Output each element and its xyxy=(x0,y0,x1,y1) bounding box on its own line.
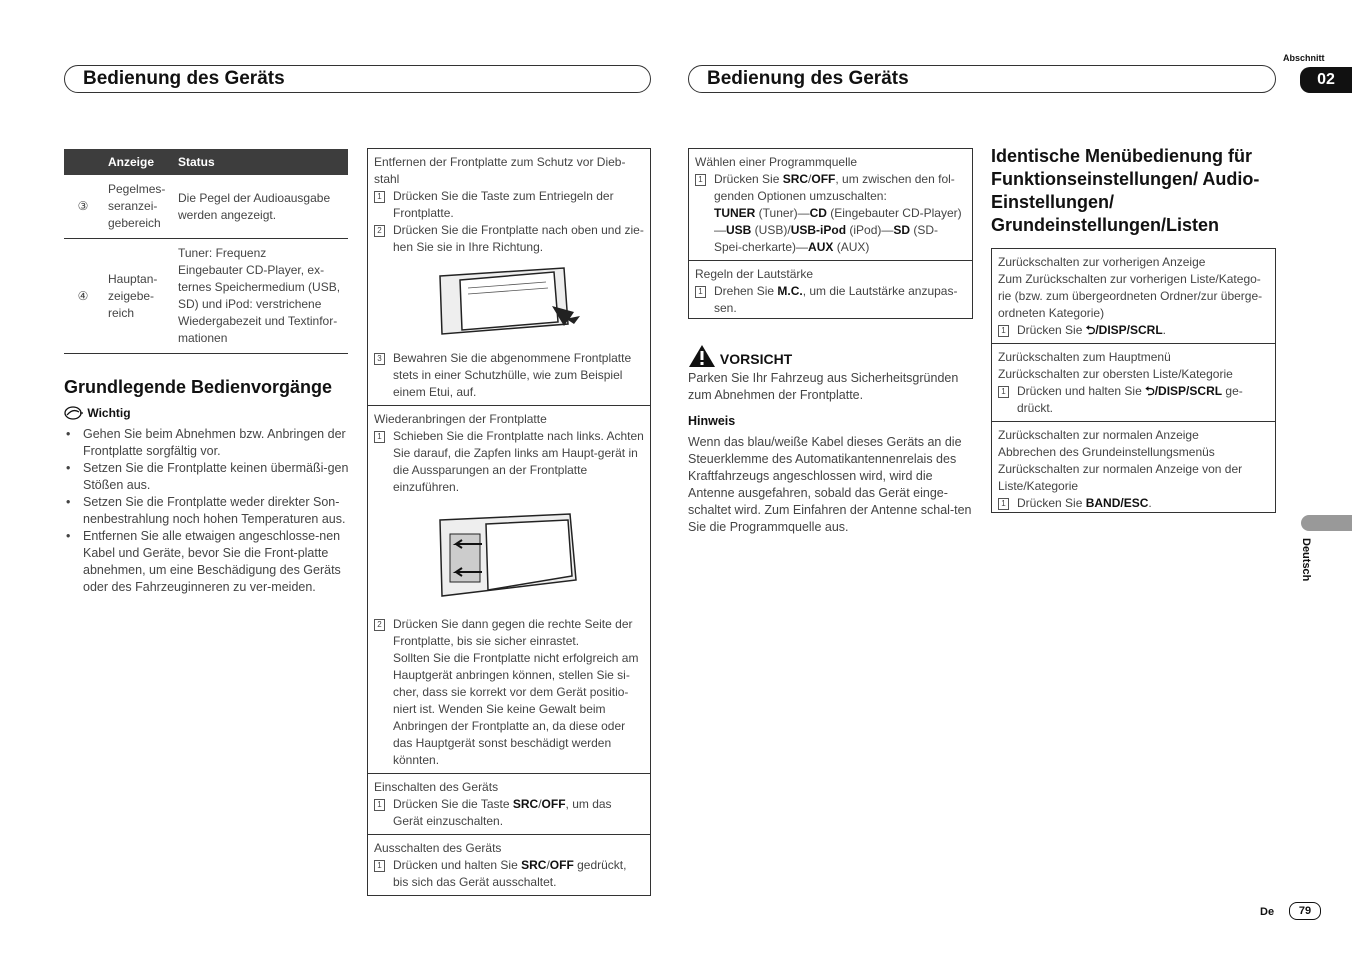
source-volume-box xyxy=(688,148,973,319)
power-on-title: Einschalten des Geräts xyxy=(374,780,499,794)
menu-normal-section: Zurückschalten zur normalen Anzeige Abbrechen des Grundeinstellungsmenüs Zurückschalten zur normalen Anzeige von der Liste/Kategorie 1 Drücken Sie BAND/ESC. xyxy=(992,422,1275,516)
language-label: Deutsch xyxy=(1300,538,1312,582)
remove-illustration xyxy=(434,262,584,342)
off-key: OFF xyxy=(549,858,574,872)
menu-back-section: Zurückschalten zur vorherigen Anzeige Zum Zurückschalten zur vorherigen Liste/Katego-rie (bzw. zum übergeordneten Ordner/zur überge-ordneten Kategorie) 1 Drücken Sie ⮌/DISP/SCRL. xyxy=(992,249,1275,344)
page-number: 79 xyxy=(1289,902,1321,920)
attach-step-2a: Drücken Sie dann gegen die rechte Seite der Frontplatte, bis sie sicher einrastet. xyxy=(393,617,633,648)
power-off-title: Ausschalten des Geräts xyxy=(374,841,502,855)
menu-back-sub: Zum Zurückschalten zur vorherigen Liste/Katego-rie (bzw. zum übergeordneten Ordner/zur überge-ordneten Kategorie) xyxy=(998,272,1263,320)
power-on-section: Einschalten des Geräts 1 Drücken Sie die Taste SRC/OFF, um das Gerät einzuschalten. xyxy=(368,774,650,835)
frontplate-box xyxy=(367,148,651,896)
note-label: Hinweis xyxy=(688,414,736,428)
caution-heading xyxy=(688,344,792,368)
disp-scrl-key: /DISP/SCRL xyxy=(1095,323,1163,337)
menu-box xyxy=(991,248,1276,513)
attach-step-1: Schieben Sie die Frontplatte nach links. Achten Sie darauf, die Zapfen links am Haupt-gerät in die Aussparungen an der Frontplatte einzuführen. xyxy=(393,429,644,494)
menu-back-title: Zurückschalten zur vorherigen Anzeige xyxy=(998,255,1206,269)
section-number: 02 xyxy=(1300,67,1352,93)
language-tab xyxy=(1301,515,1352,531)
attach-section: Wiederanbringen der Frontplatte 1 Schieben Sie die Frontplatte nach links. Achten Sie darauf, die Zapfen links am Haupt-gerät in die Aussparungen an der Frontplatte einzuführen. 2 Drücken Sie dann gegen die rechte Seite der Frontplatte, bis sie sicher einrastet. Sollten Sie die Frontplatte nicht erfolgreich am Hauptgerät anbringen können, stellen Sie si-cher, dass sie korrekt vor dem Gerät positio-niert ist. Wenden Sie keine Gewalt beim Anbringen der Frontplatte an, da diese oder das Hauptgerät sonst beschädigt werden könnten. xyxy=(368,406,650,774)
src-key: SRC xyxy=(512,797,539,811)
important-label-row xyxy=(64,406,131,420)
caution-label: VORSICHT xyxy=(719,351,793,367)
important-icon xyxy=(64,406,84,420)
row-anzeige: Pegelmes- seranzei- gebereich xyxy=(102,175,172,239)
table-row xyxy=(64,239,348,354)
remove-step-3: Bewahren Sie die abgenommene Frontplatte stets in einer Schutzhülle, wie zum Beispiel einem Etui, auf. xyxy=(393,351,632,399)
volume-section: Regeln der Lautstärke 1 Drehen Sie M.C., um die Lautstärke anzupas-sen. xyxy=(689,261,972,321)
warning-icon xyxy=(688,344,716,368)
disp-scrl-key: /DISP/SCRL xyxy=(1154,384,1223,398)
important-label: Wichtig xyxy=(87,406,131,420)
table-row xyxy=(64,175,348,239)
row-anzeige: Hauptan- zeigebe- reich xyxy=(102,239,172,354)
col-anzeige: Anzeige xyxy=(102,149,172,175)
right-header xyxy=(688,65,1276,93)
menu-normal-title: Zurückschalten zur normalen Anzeige xyxy=(998,428,1199,442)
source-section: Wählen einer Programmquelle 1 Drücken Sie SRC/OFF, um zwischen den fol-genden Optionen umzuschalten: TUNER (Tuner)—CD (Eingebauter CD-Player) —USB (USB)/USB-iPod (iPod)—SD (SD-Spei-cherkarte)—AUX (AUX) xyxy=(689,149,972,261)
back-icon: ⮌ xyxy=(1145,384,1155,398)
important-list xyxy=(64,426,349,596)
menu-normal-sub1: Abbrechen des Grundeinstellungsmenüs xyxy=(998,445,1215,459)
row-num: ③ xyxy=(64,175,102,239)
remove-step-2: Drücken Sie die Frontplatte nach oben und zie-hen Sie sie in Ihre Richtung. xyxy=(393,223,644,254)
menu-main-section: Zurückschalten zum Hauptmenü Zurückschalten zur obersten Liste/Kategorie 1 Drücken und halten Sie ⮌/DISP/SCRL ge-drückt. xyxy=(992,344,1275,422)
footer-lang: De xyxy=(1260,906,1275,918)
list-item: • Setzen Sie die Frontplatte keinen übermäßi-gen Stößen aus. xyxy=(64,460,349,494)
left-header xyxy=(64,65,651,93)
basic-title: Grundlegende Bedienvorgänge xyxy=(64,377,333,397)
caution-text: Parken Sie Ihr Fahrzeug aus Sicherheitsgründen zum Abnehmen der Frontplatte. xyxy=(688,371,959,402)
menu-main-title: Zurückschalten zum Hauptmenü xyxy=(998,350,1171,364)
attach-step-2b: Sollten Sie die Frontplatte nicht erfolgreich am Hauptgerät anbringen können, stellen Sie si-cher, dass sie korrekt vor dem Gerät positio-niert ist. Wenden Sie keine Gewalt beim Anbringen der Frontplatte an, da diese oder das Hauptgerät sonst beschädigt werden könnten. xyxy=(393,651,639,767)
list-item: • Entfernen Sie alle etwaigen angeschlosse-nen Kabel und Geräte, bevor Sie die Front-platte abnehmen, um eine Beschädigung des Geräts oder des Fahrzeuginneren zu ver-meiden. xyxy=(64,528,349,596)
source-title: Wählen einer Programmquelle xyxy=(695,155,858,169)
src-key: SRC xyxy=(521,858,547,872)
menu-title: Identische Menübedienung für Funktionseinstellungen/ Audio-Einstellungen/ Grundeinstellungen/Listen xyxy=(991,146,1260,235)
list-item: • Setzen Sie die Frontplatte weder direkter Son-nenbestrahlung noch hohen Temperaturen aus. xyxy=(64,494,349,528)
remove-title: Entfernen der Frontplatte zum Schutz vor Dieb-stahl xyxy=(374,155,626,186)
remove-step-1: Drücken Sie die Taste zum Entriegeln der Frontplatte. xyxy=(393,189,614,220)
attach-title: Wiederanbringen der Frontplatte xyxy=(374,412,547,426)
section-label: Abschnitt xyxy=(1283,53,1325,63)
row-num: ④ xyxy=(64,239,102,354)
table-header-row xyxy=(64,149,348,175)
off-key: OFF xyxy=(541,797,566,811)
back-icon: ⮌ xyxy=(1085,323,1096,337)
menu-main-sub: Zurückschalten zur obersten Liste/Kategorie xyxy=(998,367,1233,381)
volume-title: Regeln der Lautstärke xyxy=(695,267,814,281)
status-table xyxy=(64,149,348,354)
list-item: • Gehen Sie beim Abnehmen bzw. Anbringen der Frontplatte sorgfältig vor. xyxy=(64,426,349,460)
row-status: Tuner: Frequenz Eingebauter CD-Player, ex- ternes Speichermedium (USB, SD) und iPod: verstrichene Wiedergabezeit und Textinfor- mationen xyxy=(172,239,348,354)
attach-illustration xyxy=(436,510,582,602)
right-header-title: Bedienung des Geräts xyxy=(707,68,909,89)
row-status: Die Pegel der Audioausgabe werden angezeigt. xyxy=(172,175,348,239)
note-text: Wenn das blau/weiße Kabel dieses Geräts an die Steuerklemme des Automatikantennenrelais des Kraftfahrzeugs angeschlossen wird, wird die Antenne ausgefahren, sobald das Gerät einge-schaltet wird. Zum Einfahren der Antenne schal-ten Sie die Programmquelle aus. xyxy=(688,435,972,534)
col-status: Status xyxy=(172,149,348,175)
band-esc-key: BAND/ESC xyxy=(1085,496,1149,510)
power-off-section: Ausschalten des Geräts 1 Drücken und halten Sie SRC/OFF gedrückt, bis sich das Gerät ausschaltet. xyxy=(368,835,650,895)
remove-section: Entfernen der Frontplatte zum Schutz vor Dieb-stahl 1 Drücken Sie die Taste zum Entriegeln der Frontplatte. 2 Drücken Sie die Frontplatte nach oben und zie-hen Sie sie in Ihre Richtung. 3 Bewahren Sie die abgenommene Frontplatte stets in einer Schutzhülle, wie zum Beispiel einem Etui, auf. xyxy=(368,149,650,406)
mc-key: M.C. xyxy=(777,284,803,298)
menu-normal-sub2: Zurückschalten zur normalen Anzeige von der Liste/Kategorie xyxy=(998,462,1243,493)
left-header-title: Bedienung des Geräts xyxy=(83,68,285,89)
